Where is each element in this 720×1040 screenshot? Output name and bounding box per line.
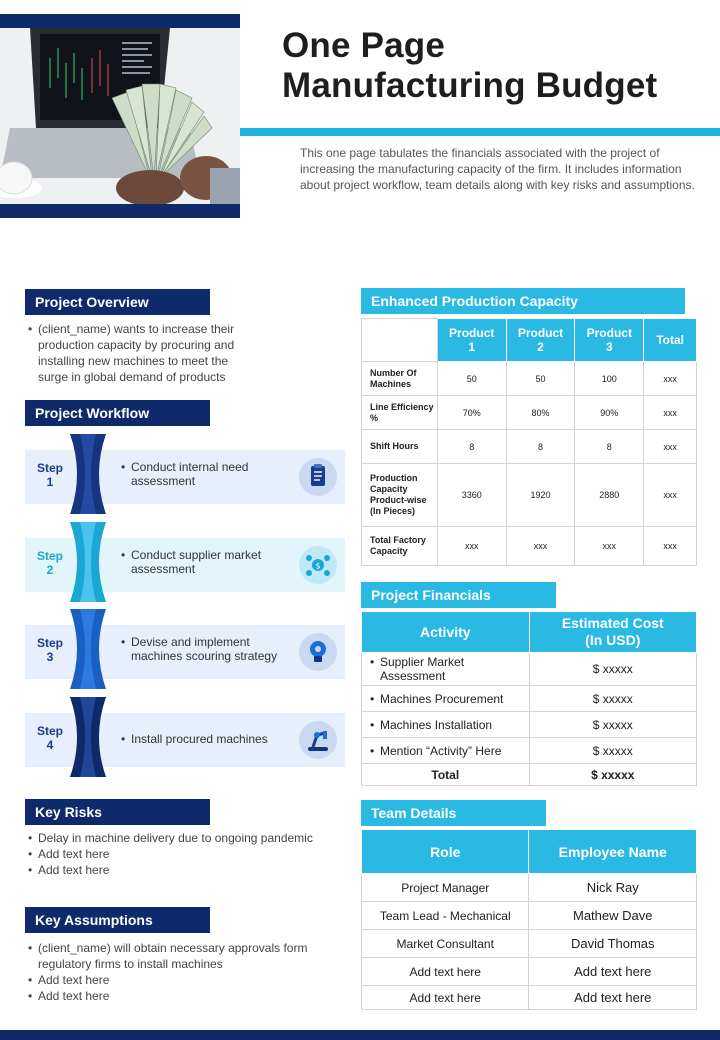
table-row (362, 986, 697, 1010)
overview-bullet: • (client_name) wants to increase their production capacity by procuring and installing new machines to meet the surge in global demand of products (28, 321, 260, 385)
capacity-heading: Enhanced Production Capacity (361, 288, 685, 314)
assumption-bullet: • (client_name) will obtain necessary approvals form regulatory firms to install machines (28, 940, 340, 972)
cell: 70% (437, 396, 506, 430)
title-line-1: One Page (282, 26, 446, 65)
cost-cell: $ xxxxx (529, 712, 696, 738)
name-col-header: Employee Name (529, 830, 697, 874)
table-row (362, 430, 697, 464)
assumption-bullet: • Add text here (28, 972, 340, 988)
table-row (362, 958, 697, 986)
capacity-col-header: Product 1 (437, 319, 506, 362)
cell: xxx (437, 527, 506, 566)
capacity-corner (362, 319, 438, 362)
cell: 80% (506, 396, 575, 430)
table-row (362, 738, 697, 764)
total-label: Total (362, 764, 530, 786)
workflow-ribbon-2 (66, 522, 110, 602)
table-row (362, 653, 697, 686)
name-cell: David Thomas (529, 930, 697, 958)
table-row (362, 362, 697, 396)
financials-table (361, 611, 697, 786)
step-1-text: • Conduct internal need assessment (121, 460, 289, 488)
table-row (362, 464, 697, 527)
table-row (362, 527, 697, 566)
risk-bullet: • Add text here (28, 862, 328, 878)
assumption-bullet: • Add text here (28, 988, 340, 1004)
activity-cell: • Machines Procurement (362, 686, 530, 712)
title-line-2: Manufacturing Budget (282, 66, 658, 105)
role-cell: Market Consultant (362, 930, 529, 958)
clipboard-checklist-icon (299, 458, 337, 496)
role-cell: Add text here (362, 986, 529, 1010)
cell: 1920 (506, 464, 575, 527)
cell: xxx (644, 430, 697, 464)
name-cell: Add text here (529, 958, 697, 986)
cell: 8 (575, 430, 644, 464)
hero-photo (0, 28, 240, 204)
svg-text:$: $ (315, 561, 321, 571)
team-dollar-icon (299, 546, 337, 584)
overview-list (28, 321, 260, 385)
activity-cell: • Mention “Activity” Here (362, 738, 530, 764)
role-cell: Add text here (362, 958, 529, 986)
step-3-text: • Devise and implement machines scouring strategy (121, 635, 289, 663)
cell: 8 (506, 430, 575, 464)
cell: 50 (437, 362, 506, 396)
risks-list (28, 830, 328, 878)
title-accent-bar (240, 128, 720, 136)
table-row (362, 874, 697, 902)
step-3-label: Step 3 (37, 636, 64, 664)
footer-bar (0, 1030, 720, 1040)
risk-bullet: • Delay in machine delivery due to ongoing pandemic (28, 830, 328, 846)
row-label: Total Factory Capacity (362, 527, 438, 566)
name-cell: Add text here (529, 986, 697, 1010)
name-cell: Mathew Dave (529, 902, 697, 930)
financials-heading: Project Financials (361, 582, 556, 608)
step-4-label: Step 4 (37, 724, 64, 752)
cell: 2880 (575, 464, 644, 527)
row-label: Production Capacity Product-wise (In Pieces) (362, 464, 438, 527)
cell: xxx (644, 396, 697, 430)
workflow-ribbon-4 (66, 697, 110, 777)
cell: 50 (506, 362, 575, 396)
row-label: Shift Hours (362, 430, 438, 464)
lightbulb-gear-icon (299, 633, 337, 671)
workflow-ribbon-1 (66, 434, 110, 514)
cell: 3360 (437, 464, 506, 527)
risk-bullet: • Add text here (28, 846, 328, 862)
step-1-label: Step 1 (37, 461, 64, 489)
cell: xxx (644, 527, 697, 566)
robot-arm-conveyor-icon (299, 721, 337, 759)
name-cell: Nick Ray (529, 874, 697, 902)
cell: 100 (575, 362, 644, 396)
table-row (362, 712, 697, 738)
workflow-heading: Project Workflow (25, 400, 210, 426)
total-value: $ xxxxx (529, 764, 696, 786)
assumptions-list (28, 940, 340, 1004)
cost-cell: $ xxxxx (529, 686, 696, 712)
capacity-col-header: Total (644, 319, 697, 362)
role-col-header: Role (362, 830, 529, 874)
cost-cell: $ xxxxx (529, 653, 696, 686)
row-label: Number Of Machines (362, 362, 438, 396)
workflow-ribbon-3 (66, 609, 110, 689)
cell: 90% (575, 396, 644, 430)
intro-text: This one page tabulates the financials associated with the project of increasing the manufacturing capacity of the firm. It includes information about project workflow, team details along with key risks and assumptions. (300, 146, 695, 192)
assumptions-heading: Key Assumptions (25, 907, 210, 933)
step-2-label: Step 2 (37, 549, 64, 577)
row-label: Line Efficiency % (362, 396, 438, 430)
capacity-col-header: Product 3 (575, 319, 644, 362)
overview-heading: Project Overview (25, 289, 210, 315)
total-row (362, 764, 697, 786)
table-row (362, 396, 697, 430)
table-row (362, 686, 697, 712)
table-row (362, 902, 697, 930)
activity-col-header: Activity (362, 612, 530, 653)
page-title (282, 26, 657, 106)
cost-cell: $ xxxxx (529, 738, 696, 764)
activity-cell: • Supplier Market Assessment (362, 653, 530, 686)
cell: 8 (437, 430, 506, 464)
step-4-text: • Install procured machines (121, 732, 289, 746)
role-cell: Team Lead - Mechanical (362, 902, 529, 930)
team-heading: Team Details (361, 800, 546, 826)
cost-col-header: Estimated Cost (In USD) (529, 612, 696, 653)
cell: xxx (506, 527, 575, 566)
team-table (361, 829, 697, 1010)
activity-cell: • Machines Installation (362, 712, 530, 738)
role-cell: Project Manager (362, 874, 529, 902)
cell: xxx (644, 464, 697, 527)
capacity-col-header: Product 2 (506, 319, 575, 362)
table-row (362, 930, 697, 958)
step-2-text: • Conduct supplier market assessment (121, 548, 289, 576)
cell: xxx (575, 527, 644, 566)
capacity-table (361, 318, 697, 566)
cell: xxx (644, 362, 697, 396)
risks-heading: Key Risks (25, 799, 210, 825)
